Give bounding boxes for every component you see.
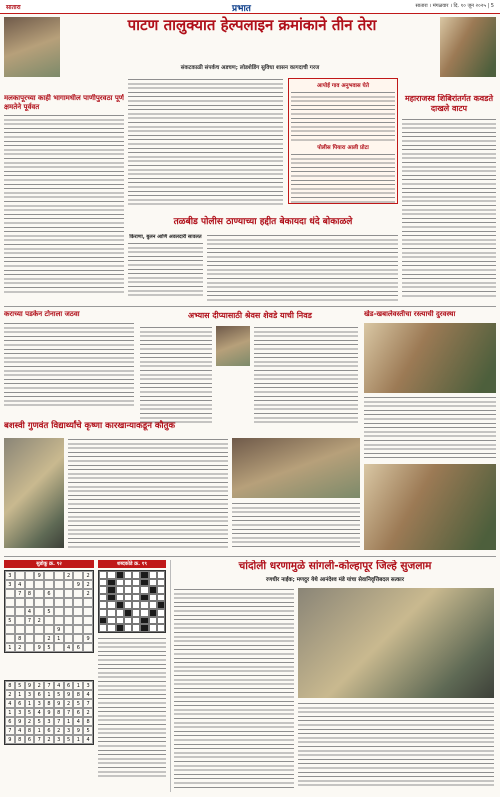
story-khed	[364, 310, 496, 460]
grid-cell: 9	[73, 580, 83, 589]
crossword-cell	[107, 617, 115, 625]
grid-cell	[73, 571, 83, 580]
crossword-cell	[157, 609, 165, 617]
grid-cell: 6	[73, 643, 83, 652]
crossword-cell	[107, 601, 115, 609]
crossword-cell	[99, 609, 107, 617]
grid-cell	[34, 598, 44, 607]
lead-body	[128, 78, 283, 208]
crossword-cell	[124, 601, 132, 609]
photo-ceremony	[440, 17, 496, 77]
grid-cell	[73, 598, 83, 607]
grid-cell: 1	[54, 634, 64, 643]
grid-cell: 4	[15, 580, 25, 589]
grid-cell	[83, 643, 93, 652]
date-line: सातारा । मंगळवार । दि. १० जून २०२५ | 5	[415, 3, 494, 9]
grid-cell	[5, 589, 15, 598]
grid-cell	[44, 625, 54, 634]
grid-cell: 9	[64, 690, 74, 699]
grid-cell	[73, 589, 83, 598]
sidebar-box	[288, 78, 398, 204]
section-label: सातारा	[6, 4, 21, 11]
grid-cell	[54, 643, 64, 652]
crossword-cell	[140, 624, 148, 632]
grid-cell: 4	[5, 699, 15, 708]
grid-cell: 2	[83, 571, 93, 580]
crossword-cell	[107, 571, 115, 579]
crossword-cell	[107, 594, 115, 602]
crossword-cell	[157, 586, 165, 594]
grid-cell: 6	[44, 589, 54, 598]
grid-cell: 5	[5, 616, 15, 625]
grid-cell: 4	[15, 726, 25, 735]
crossword-cell	[140, 594, 148, 602]
grid-cell	[64, 616, 74, 625]
story-title: खेड-खबालेवस्तीचा रस्त्याची दुरवस्था	[364, 310, 456, 318]
grid-cell: 7	[25, 616, 35, 625]
grid-cell	[83, 625, 93, 634]
grid-cell: 3	[54, 735, 64, 744]
story-title: महाराजस्व शिबिरांतर्गत कवडते दाखले वाटप	[404, 94, 494, 113]
photo-award	[232, 438, 360, 498]
grid-cell: 1	[5, 708, 15, 717]
grid-cell	[83, 616, 93, 625]
grid-cell	[25, 634, 35, 643]
grid-cell: 2	[54, 726, 64, 735]
crossword-cell	[116, 586, 124, 594]
story-kirana	[128, 234, 203, 304]
grid-cell	[44, 571, 54, 580]
crossword-cell	[107, 579, 115, 587]
sudoku-label: सुडोकू क्र. ९२	[4, 560, 94, 568]
grid-cell: 1	[34, 726, 44, 735]
crossword-cell	[116, 624, 124, 632]
grid-cell	[5, 634, 15, 643]
story-body	[128, 242, 203, 296]
box-title: आपोई गाव अनुभवास घेते	[317, 83, 369, 89]
answer-key	[4, 680, 94, 792]
crossword-cell	[140, 601, 148, 609]
photo-felicitation	[298, 588, 494, 698]
crossword-cell	[132, 609, 140, 617]
crossword-cell	[124, 609, 132, 617]
grid-cell	[34, 589, 44, 598]
grid-cell	[54, 616, 64, 625]
crossword-cell	[149, 571, 157, 579]
grid-cell: 5	[25, 708, 35, 717]
crossword-cell	[149, 601, 157, 609]
grid-cell: 5	[73, 699, 83, 708]
grid-cell	[5, 607, 15, 616]
grid-cell: 8	[73, 690, 83, 699]
grid-cell: 2	[34, 681, 44, 690]
grid-cell: 7	[15, 589, 25, 598]
grid-cell: 5	[15, 681, 25, 690]
story-body-2	[254, 326, 358, 426]
crossword-cell	[149, 617, 157, 625]
crossword-cell	[107, 609, 115, 617]
crossword-cell	[124, 617, 132, 625]
crossword-cell	[107, 624, 115, 632]
crossword-cell	[132, 601, 140, 609]
crossword-cell	[99, 624, 107, 632]
grid-cell: 9	[34, 571, 44, 580]
story-karad	[4, 310, 134, 410]
grid-cell	[44, 580, 54, 589]
grid-cell: 4	[83, 735, 93, 744]
story-police-title: तळबीड पोलीस ठाण्याच्या हद्दीत बेकायदा धंदे बोकाळले	[173, 217, 353, 227]
grid-cell	[25, 643, 35, 652]
story-subtitle: रणधीर नाईक; मणदुर येथे आनंदेश्व मंडे यांचा सेवानिवृत्तिबदल सत्कार	[266, 577, 404, 583]
crossword-cell	[140, 617, 148, 625]
crossword-cell	[99, 601, 107, 609]
answer-grid	[4, 680, 94, 745]
crossword-cell	[99, 586, 107, 594]
grid-cell: 2	[83, 589, 93, 598]
grid-cell: 3	[34, 699, 44, 708]
grid-cell: 6	[73, 708, 83, 717]
grid-cell	[64, 589, 74, 598]
photo-road	[364, 323, 496, 393]
grid-cell: 9	[25, 681, 35, 690]
grid-cell: 8	[15, 735, 25, 744]
grid-cell	[5, 625, 15, 634]
crossword-cell	[132, 624, 140, 632]
grid-cell: 6	[44, 726, 54, 735]
grid-cell: 1	[15, 690, 25, 699]
grid-cell: 8	[83, 717, 93, 726]
crossword-cell	[149, 594, 157, 602]
crossword-cell	[157, 579, 165, 587]
grid-cell: 8	[5, 681, 15, 690]
crossword-cell	[116, 601, 124, 609]
crossword-cell	[132, 617, 140, 625]
grid-cell	[64, 625, 74, 634]
grid-cell	[15, 598, 25, 607]
grid-cell: 5	[64, 735, 74, 744]
crossword-cell	[140, 571, 148, 579]
story-merit-title: बशस्वी गुणवंत विद्यार्थ्यांचे कृष्णा कारखान्याकडून कौतुक	[4, 421, 175, 431]
crossword-cell	[99, 579, 107, 587]
crossword-cell	[157, 601, 165, 609]
grid-cell: 3	[64, 726, 74, 735]
story-police-body	[207, 234, 398, 304]
grid-cell	[54, 607, 64, 616]
sudoku-puzzle	[4, 560, 94, 675]
grid-cell: 2	[25, 717, 35, 726]
grid-cell: 4	[34, 708, 44, 717]
grid-cell: 8	[25, 726, 35, 735]
lead-title: पाटण तालुक्यात हेल्पलाइन क्रमांकाने तीन तेरा	[127, 16, 377, 34]
grid-cell	[83, 598, 93, 607]
grid-cell: 2	[34, 616, 44, 625]
grid-cell	[25, 625, 35, 634]
grid-cell	[54, 589, 64, 598]
crossword-cell	[116, 571, 124, 579]
grid-cell: 4	[54, 681, 64, 690]
grid-cell: 4	[64, 643, 74, 652]
lead-headline	[62, 16, 442, 64]
grid-cell: 7	[5, 726, 15, 735]
crossword-cell	[124, 586, 132, 594]
grid-cell: 4	[73, 717, 83, 726]
grid-cell: 7	[64, 708, 74, 717]
story-merit-body-2	[232, 502, 360, 548]
crossword-cell	[124, 594, 132, 602]
story-merit-body	[68, 438, 228, 548]
grid-cell: 1	[73, 681, 83, 690]
brand-logo: प्रभात	[232, 4, 251, 14]
grid-cell	[15, 571, 25, 580]
grid-cell	[34, 580, 44, 589]
grid-cell	[64, 580, 74, 589]
grid-cell: 7	[54, 717, 64, 726]
story-body	[4, 114, 124, 294]
crossword-cell	[124, 571, 132, 579]
grid-cell	[64, 598, 74, 607]
story-body	[174, 588, 294, 788]
crossword-puzzle	[98, 560, 166, 792]
grid-cell	[73, 616, 83, 625]
grid-cell: 9	[73, 726, 83, 735]
grid-cell: 9	[34, 643, 44, 652]
story-body	[140, 326, 212, 426]
crossword-cell	[99, 571, 107, 579]
grid-cell: 3	[5, 571, 15, 580]
crossword-cell	[116, 594, 124, 602]
grid-cell	[34, 607, 44, 616]
grid-cell	[15, 607, 25, 616]
crossword-cell	[132, 579, 140, 587]
grid-cell	[54, 571, 64, 580]
grid-cell: 6	[5, 717, 15, 726]
crossword-cell	[99, 594, 107, 602]
grid-cell	[73, 634, 83, 643]
grid-cell: 1	[44, 690, 54, 699]
grid-cell: 7	[44, 681, 54, 690]
grid-cell: 1	[25, 699, 35, 708]
grid-cell: 3	[15, 708, 25, 717]
photo-portrait	[216, 326, 250, 366]
story-chandoli	[174, 560, 496, 792]
crossword-cell	[116, 609, 124, 617]
grid-cell	[73, 625, 83, 634]
crossword-label: शब्दकोडे क्र. १९	[98, 560, 166, 568]
story-title: मलकापूरच्या काही भागामधील पाणीपुरवठा पूर्ण क्षमतेने पूर्ववत	[4, 94, 124, 111]
sudoku-grid	[4, 570, 94, 653]
crossword-cell	[157, 571, 165, 579]
story-shibir	[402, 94, 496, 304]
story-body	[402, 118, 496, 298]
grid-cell	[34, 634, 44, 643]
grid-cell	[25, 598, 35, 607]
photo-group	[364, 464, 496, 550]
grid-cell: 1	[73, 735, 83, 744]
grid-cell: 8	[15, 634, 25, 643]
grid-cell: 2	[44, 634, 54, 643]
crossword-cell	[107, 586, 115, 594]
crossword-cell	[149, 624, 157, 632]
crossword-cell	[140, 579, 148, 587]
crossword-cell	[149, 579, 157, 587]
crossword-cell	[132, 571, 140, 579]
photo-students	[4, 438, 64, 548]
story-body-2	[298, 702, 494, 788]
grid-cell: 3	[25, 690, 35, 699]
crossword-cell	[116, 617, 124, 625]
grid-cell: 7	[83, 699, 93, 708]
grid-cell: 3	[44, 717, 54, 726]
crossword-cell	[132, 594, 140, 602]
grid-cell: 2	[44, 735, 54, 744]
box-title-2: पोलीस पियारा आली प्रोटा	[317, 145, 369, 151]
grid-cell: 1	[5, 643, 15, 652]
grid-cell: 6	[25, 735, 35, 744]
crossword-clues	[98, 637, 166, 777]
crossword-cell	[157, 594, 165, 602]
story-body	[4, 322, 134, 408]
grid-cell: 9	[54, 699, 64, 708]
story-title: किराणा, बुलन आणि अवलदारी सावलत	[129, 234, 202, 240]
grid-cell: 3	[83, 681, 93, 690]
grid-cell	[83, 607, 93, 616]
grid-cell	[34, 625, 44, 634]
box-body-2	[291, 153, 395, 203]
grid-cell	[5, 598, 15, 607]
grid-cell: 1	[64, 717, 74, 726]
grid-cell: 5	[54, 690, 64, 699]
story-malkapur	[4, 94, 124, 304]
box-body	[291, 91, 395, 141]
grid-cell: 2	[83, 708, 93, 717]
crossword-grid	[98, 570, 166, 633]
crossword-cell	[149, 609, 157, 617]
lead-subtitle: संकटकाळी संपर्कच अडचण; लोडशेडिंग सुविधा शासन कागदाची गरज	[180, 65, 320, 71]
grid-cell: 3	[5, 580, 15, 589]
grid-cell: 9	[5, 735, 15, 744]
grid-cell	[15, 625, 25, 634]
grid-cell: 9	[83, 634, 93, 643]
grid-cell: 6	[15, 699, 25, 708]
grid-cell: 2	[64, 571, 74, 580]
grid-cell: 6	[34, 690, 44, 699]
photo-construction	[4, 17, 60, 77]
grid-cell: 9	[44, 708, 54, 717]
crossword-cell	[132, 586, 140, 594]
story-title: अभ्यास दीप्यासाठी श्रेवस शेवडे याची निवड	[188, 311, 312, 320]
story-anuradha	[140, 310, 360, 430]
story-body	[364, 396, 496, 460]
grid-cell	[25, 580, 35, 589]
crossword-cell	[140, 609, 148, 617]
story-title: कराच्या पडकेन टोनाला जठवा	[4, 310, 80, 318]
grid-cell: 5	[83, 726, 93, 735]
crossword-cell	[157, 617, 165, 625]
grid-cell: 5	[44, 643, 54, 652]
crossword-cell	[140, 586, 148, 594]
story-title: चांदोली धरणामुळे सांगली-कोल्हापूर जिल्हे सुजलाम	[238, 560, 432, 572]
masthead	[0, 0, 500, 14]
grid-cell: 8	[25, 589, 35, 598]
grid-cell	[64, 607, 74, 616]
crossword-cell	[149, 586, 157, 594]
grid-cell: 5	[34, 717, 44, 726]
grid-cell: 4	[83, 690, 93, 699]
grid-cell	[25, 571, 35, 580]
grid-cell: 8	[54, 708, 64, 717]
grid-cell	[64, 634, 74, 643]
grid-cell: 2	[15, 643, 25, 652]
grid-cell: 2	[64, 699, 74, 708]
grid-cell	[15, 616, 25, 625]
crossword-cell	[124, 579, 132, 587]
grid-cell: 5	[44, 607, 54, 616]
grid-cell: 6	[64, 681, 74, 690]
crossword-cell	[116, 579, 124, 587]
crossword-cell	[99, 617, 107, 625]
grid-cell	[44, 598, 54, 607]
crossword-cell	[157, 624, 165, 632]
grid-cell	[54, 580, 64, 589]
grid-cell: 9	[15, 717, 25, 726]
crossword-cell	[124, 624, 132, 632]
grid-cell: 9	[54, 625, 64, 634]
grid-cell: 4	[25, 607, 35, 616]
grid-cell: 7	[34, 735, 44, 744]
grid-cell: 2	[5, 690, 15, 699]
grid-cell	[54, 598, 64, 607]
grid-cell	[73, 607, 83, 616]
grid-cell: 2	[83, 580, 93, 589]
grid-cell: 8	[44, 699, 54, 708]
grid-cell	[44, 616, 54, 625]
